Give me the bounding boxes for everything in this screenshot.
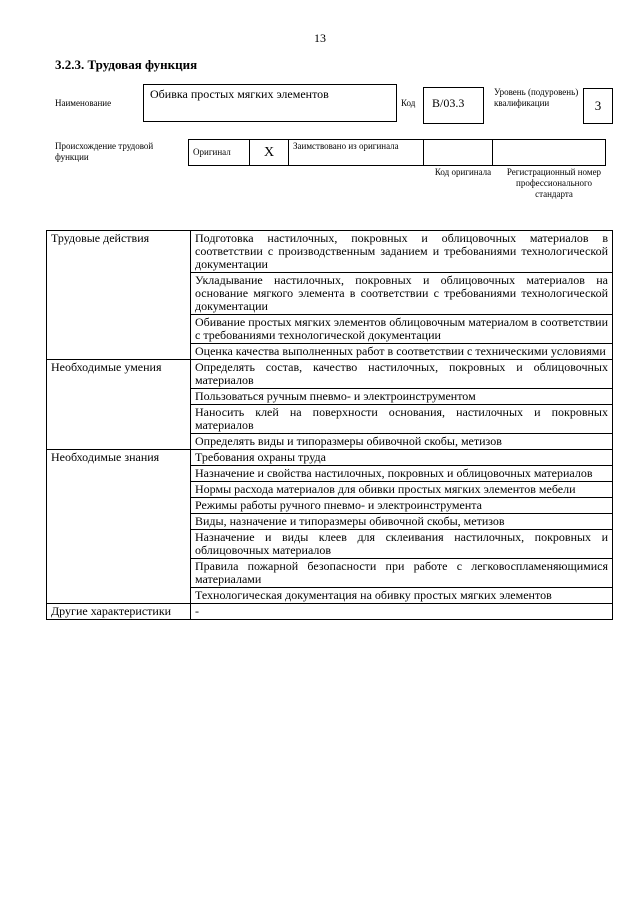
action-item: Укладывание настилочных, покровных и облицовочных материалов на основание мягкого элемента в соответствии с требованиями технологической документации	[191, 273, 613, 315]
knowledge-item: Назначение и свойства настилочных, покровных и облицовочных материалов	[191, 466, 613, 482]
reg-number-cell	[493, 140, 606, 166]
skill-item: Наносить клей на поверхности основания, настилочных и покровных материалов	[191, 405, 613, 434]
skills-label: Необходимые умения	[47, 360, 191, 450]
borrowed-label: Заимствовано из оригинала	[289, 140, 424, 166]
knowledge-label: Необходимые знания	[47, 450, 191, 604]
skill-item: Пользоваться ручным пневмо- и электроинструментом	[191, 389, 613, 405]
knowledge-item: Назначение и виды клеев для склеивания настилочных, покровных и облицовочных материалов	[191, 530, 613, 559]
knowledge-item: Требования охраны труда	[191, 450, 613, 466]
origin-table	[188, 139, 606, 166]
other-characteristics-value: -	[191, 604, 613, 620]
skill-item: Определять состав, качество настилочных, покровных и облицовочных материалов	[191, 360, 613, 389]
original-code-cell	[424, 140, 493, 166]
qualification-level-field: 3	[583, 88, 613, 124]
other-characteristics-label: Другие характеристики	[47, 604, 191, 620]
reg-number-caption: Регистрационный номер профессионального стандарта	[506, 167, 602, 199]
action-item: Подготовка настилочных, покровных и облицовочных материалов в соответствии с производственным заданием и требованиями технологической документации	[191, 231, 613, 273]
page-number: 13	[314, 31, 326, 45]
code-label: Код	[401, 98, 416, 108]
name-label: Наименование	[55, 98, 112, 108]
action-item: Оценка качества выполненных работ в соответствии с техническими условиями	[191, 344, 613, 360]
original-code-caption: Код оригинала	[434, 167, 492, 177]
knowledge-item: Виды, назначение и типоразмеры обивочной скобы, метизов	[191, 514, 613, 530]
knowledge-item: Правила пожарной безопасности при работе с легковоспламеняющимися материалами	[191, 559, 613, 588]
origin-label: Происхождение трудовой функции	[55, 141, 154, 162]
actions-label: Трудовые действия	[47, 231, 191, 360]
qualification-level-label: Уровень (подуровень) квалификации	[494, 87, 579, 108]
function-code-field: B/03.3	[423, 87, 484, 124]
section-title: 3.2.3. Трудовая функция	[55, 57, 198, 72]
original-mark: X	[250, 140, 289, 166]
function-details-table	[46, 230, 613, 620]
function-name-field: Обивка простых мягких элементов	[143, 84, 397, 122]
action-item: Обивание простых мягких элементов облицовочным материалом в соответствии с требованиями технологической документации	[191, 315, 613, 344]
knowledge-item: Технологическая документация на обивку простых мягких элементов	[191, 588, 613, 604]
original-label: Оригинал	[189, 140, 250, 166]
knowledge-item: Нормы расхода материалов для обивки простых мягких элементов мебели	[191, 482, 613, 498]
knowledge-item: Режимы работы ручного пневмо- и электроинструмента	[191, 498, 613, 514]
skill-item: Определять виды и типоразмеры обивочной скобы, метизов	[191, 434, 613, 450]
